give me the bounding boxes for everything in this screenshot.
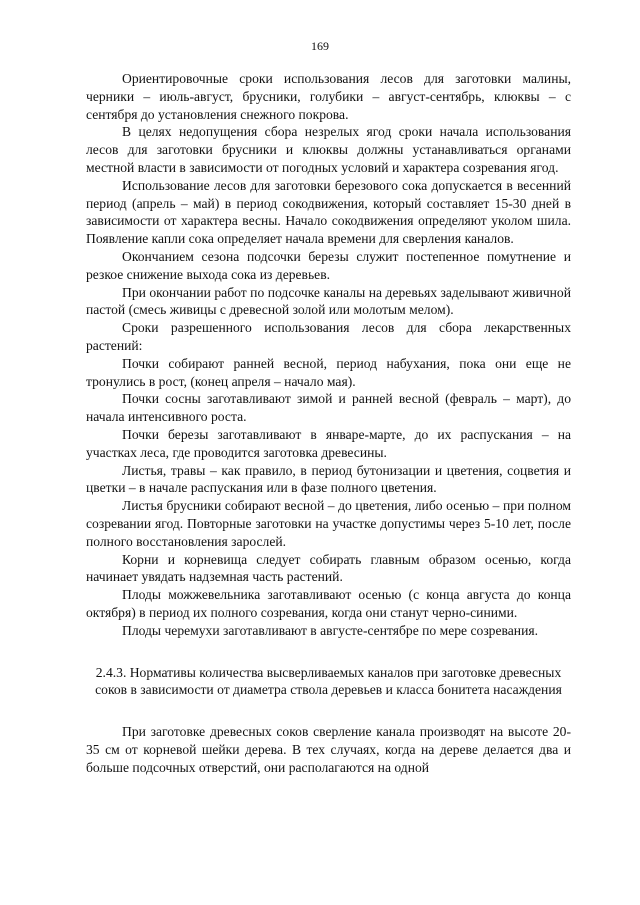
paragraph-juniper: Плоды можжевельника заготавливают осенью (с конца августа до конца октября) в период их полного созревания, когда они станут черно-синими.	[86, 587, 571, 620]
paragraph-roots: Корни и корневища следует собирать главным образом осенью, когда начинает увядать надземная часть растений.	[86, 551, 571, 585]
paragraph-unripe-berries: В целях недопущения сбора незрелых ягод сроки начала использования лесов для заготовки брусники и клюквы должны устанавливаться органами местной власти в зависимости от погодных условий и характера созревания ягод.	[86, 124, 571, 175]
page-number: 169	[311, 39, 329, 53]
paragraph-bird-cherry: Плоды черемухи заготавливают в августе-сентябре по мере созревания.	[122, 622, 538, 638]
paragraph-birch-buds: Почки березы заготавливают в январе-марте, до их распускания – на участках леса, где проводится заготовка древесины.	[86, 426, 571, 460]
paragraph-sap-drilling: При заготовке древесных соков сверление канала производят на высоте 20-35 см от корневой шейки дерева. В тех случаях, когда на дереве делается два и больше подсочных отверстий, они располагаются на одной	[86, 724, 571, 775]
body-text	[86, 70, 571, 776]
paragraph-birch-sap: Использование лесов для заготовки березового сока допускается в весенний период (апрель – май) в период сокодвижения, который составляет 15-30 дней в зависимости от характера весны. Начало сокодвижения определяют уколом шила. Появление капли сока определяет начала времени для сверления каналов.	[86, 177, 571, 247]
paragraph-pine-buds: Почки сосны заготавливают зимой и ранней весной (февраль – март), до начала интенсивного роста.	[86, 391, 571, 425]
paragraph-channel-sealing: При окончании работ по подсочке каналы на деревьях заделывают живичной пастой (смесь живицы с древесной золой или молотым мелом).	[86, 284, 571, 318]
paragraph-leaves-herbs: Листья, травы – как правило, в период бутонизации и цветения, соцветия и цветки – в начале распускания или в фазе полного цветения.	[86, 462, 571, 496]
paragraph-buds: Почки собирают ранней весной, период набухания, пока они еще не тронулись в рост, (конец апреля – начало мая).	[86, 355, 571, 389]
paragraph-lingonberry-leaves: Листья брусники собирают весной – до цветения, либо осенью – при полном созревании ягод. Повторные заготовки на участке допустимы через 5-10 лет, после полного восстановления зарослей.	[86, 498, 571, 549]
paragraph-medicinal-plants: Сроки разрешенного использования лесов для сбора лекарственных растений:	[86, 320, 571, 353]
paragraph-tapping-end: Окончанием сезона подсочки березы служит постепенное помутнение и резкое снижение выхода сока из деревьев.	[86, 248, 571, 282]
paragraph-berry-dates: Ориентировочные сроки использования лесов для заготовки малины, черники – июль-август, брусники, голубики – август-сентябрь, клюквы – с сентября до установления снежного покрова.	[86, 71, 571, 122]
section-heading: 2.4.3. Нормативы количества высверливаемых каналов при заготовке древесных соков в зависимости от диаметра ствола деревьев и класса бонитета насаждения	[95, 664, 562, 698]
